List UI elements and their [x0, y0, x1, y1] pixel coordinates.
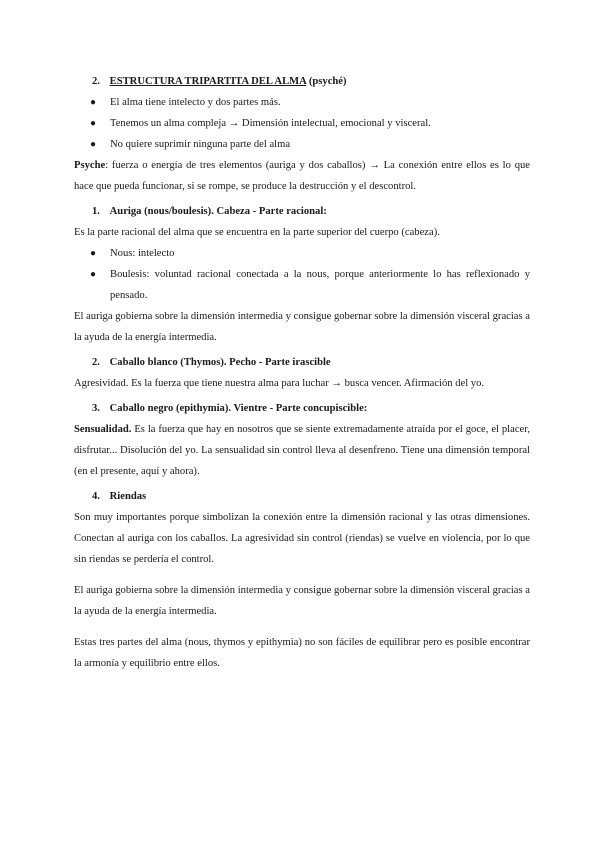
closing-paragraph-2: Estas tres partes del alma (nous, thymos y epithymia) no son fáciles de equilibrar pero es posible encontrar la armonía y equilibrio entre ellos. [74, 637, 530, 669]
subsection-heading-caballo-negro [92, 398, 530, 419]
subsection-heading-auriga [92, 201, 530, 222]
auriga-paragraph: El auriga gobierna sobre la dimensión intermedia y consigue gobernar sobre la dimensión visceral gracias a la ayuda de la energía intermedia. [74, 311, 530, 343]
list-item: ● Tenemos un alma compleja → Dimensión intelectual, emocional y visceral. [74, 113, 530, 134]
bullet-icon: ● [90, 248, 97, 259]
auriga-intro: Es la parte racional del alma que se encuentra en la parte superior del cuerpo (cabeza). [74, 227, 440, 238]
list-item: ● El alma tiene intelecto y dos partes más. [74, 92, 530, 113]
caballo-negro-paragraph: Sensualidad. Es la fuerza que hay en nosotros que se siente extremadamente atraída por el goce, el placer, disfrutar... Disolución del yo. La sensualidad sin control lleva al desenfreno. Tiene una dimensión temporal (en el presente, aquí y ahora). [74, 424, 530, 477]
section-title-suffix: (psyché) [306, 76, 347, 87]
bullet-icon: ● [90, 139, 97, 150]
subsection-number: 2. [92, 357, 100, 368]
list-item: ● No quiere suprimir ninguna parte del alma [74, 134, 530, 155]
subsection-number: 4. [92, 491, 100, 502]
section-heading-tripartite [92, 71, 530, 92]
psyche-term: Psyche [74, 160, 106, 171]
subsection-heading-riendas [92, 486, 530, 507]
subsection-title: Auriga (nous/boulesis). Cabeza - Parte racional: [109, 206, 327, 217]
list-item: ● Boulesis: voluntad racional conectada a la nous, porque anteriormente lo has reflexionado y pensado. [74, 264, 530, 306]
caballo-blanco-text: Agresividad. Es la fuerza que tiene nuestra alma para luchar → busca vencer. Afirmación del yo. [74, 378, 485, 389]
tripartite-bullet-list [74, 92, 530, 155]
subsection-heading-caballo-blanco [92, 352, 530, 373]
bullet-icon: ● [90, 118, 97, 129]
subsection-title: Caballo negro (epithymia). Vientre - Parte concupiscible: [109, 403, 368, 414]
bullet-icon: ● [90, 97, 97, 108]
list-item: ● Nous: intelecto [74, 243, 530, 264]
subsection-title: Caballo blanco (Thymos). Pecho - Parte irascible [109, 357, 331, 368]
subsection-number: 3. [92, 403, 100, 414]
auriga-bullet-list [74, 243, 530, 306]
section-number: 2. [92, 76, 100, 87]
bullet-icon: ● [90, 269, 97, 280]
riendas-paragraph: Son muy importantes porque simbolizan la conexión entre la dimensión racional y las otras dimensiones. Conectan al auriga con los caballos. La agresividad sin control (riendas) se vuelve en violencia, por lo que sin riendas se perdería el control. [74, 512, 530, 565]
subsection-title: Riendas [109, 491, 147, 502]
subsection-number: 1. [92, 206, 100, 217]
section-title: ESTRUCTURA TRIPARTITA DEL ALMA [109, 76, 307, 87]
closing-paragraph-1: El auriga gobierna sobre la dimensión intermedia y consigue gobernar sobre la dimensión visceral gracias a la ayuda de la energía intermedia. [74, 585, 530, 617]
psyche-paragraph: Psyche: fuerza o energía de tres elementos (auriga y dos caballos) → La conexión entre ellos es lo que hace que pueda funcionar, si se rompe, se produce la destrucción y el descontrol. [74, 160, 530, 192]
sensualidad-term: Sensualidad. [74, 424, 132, 435]
